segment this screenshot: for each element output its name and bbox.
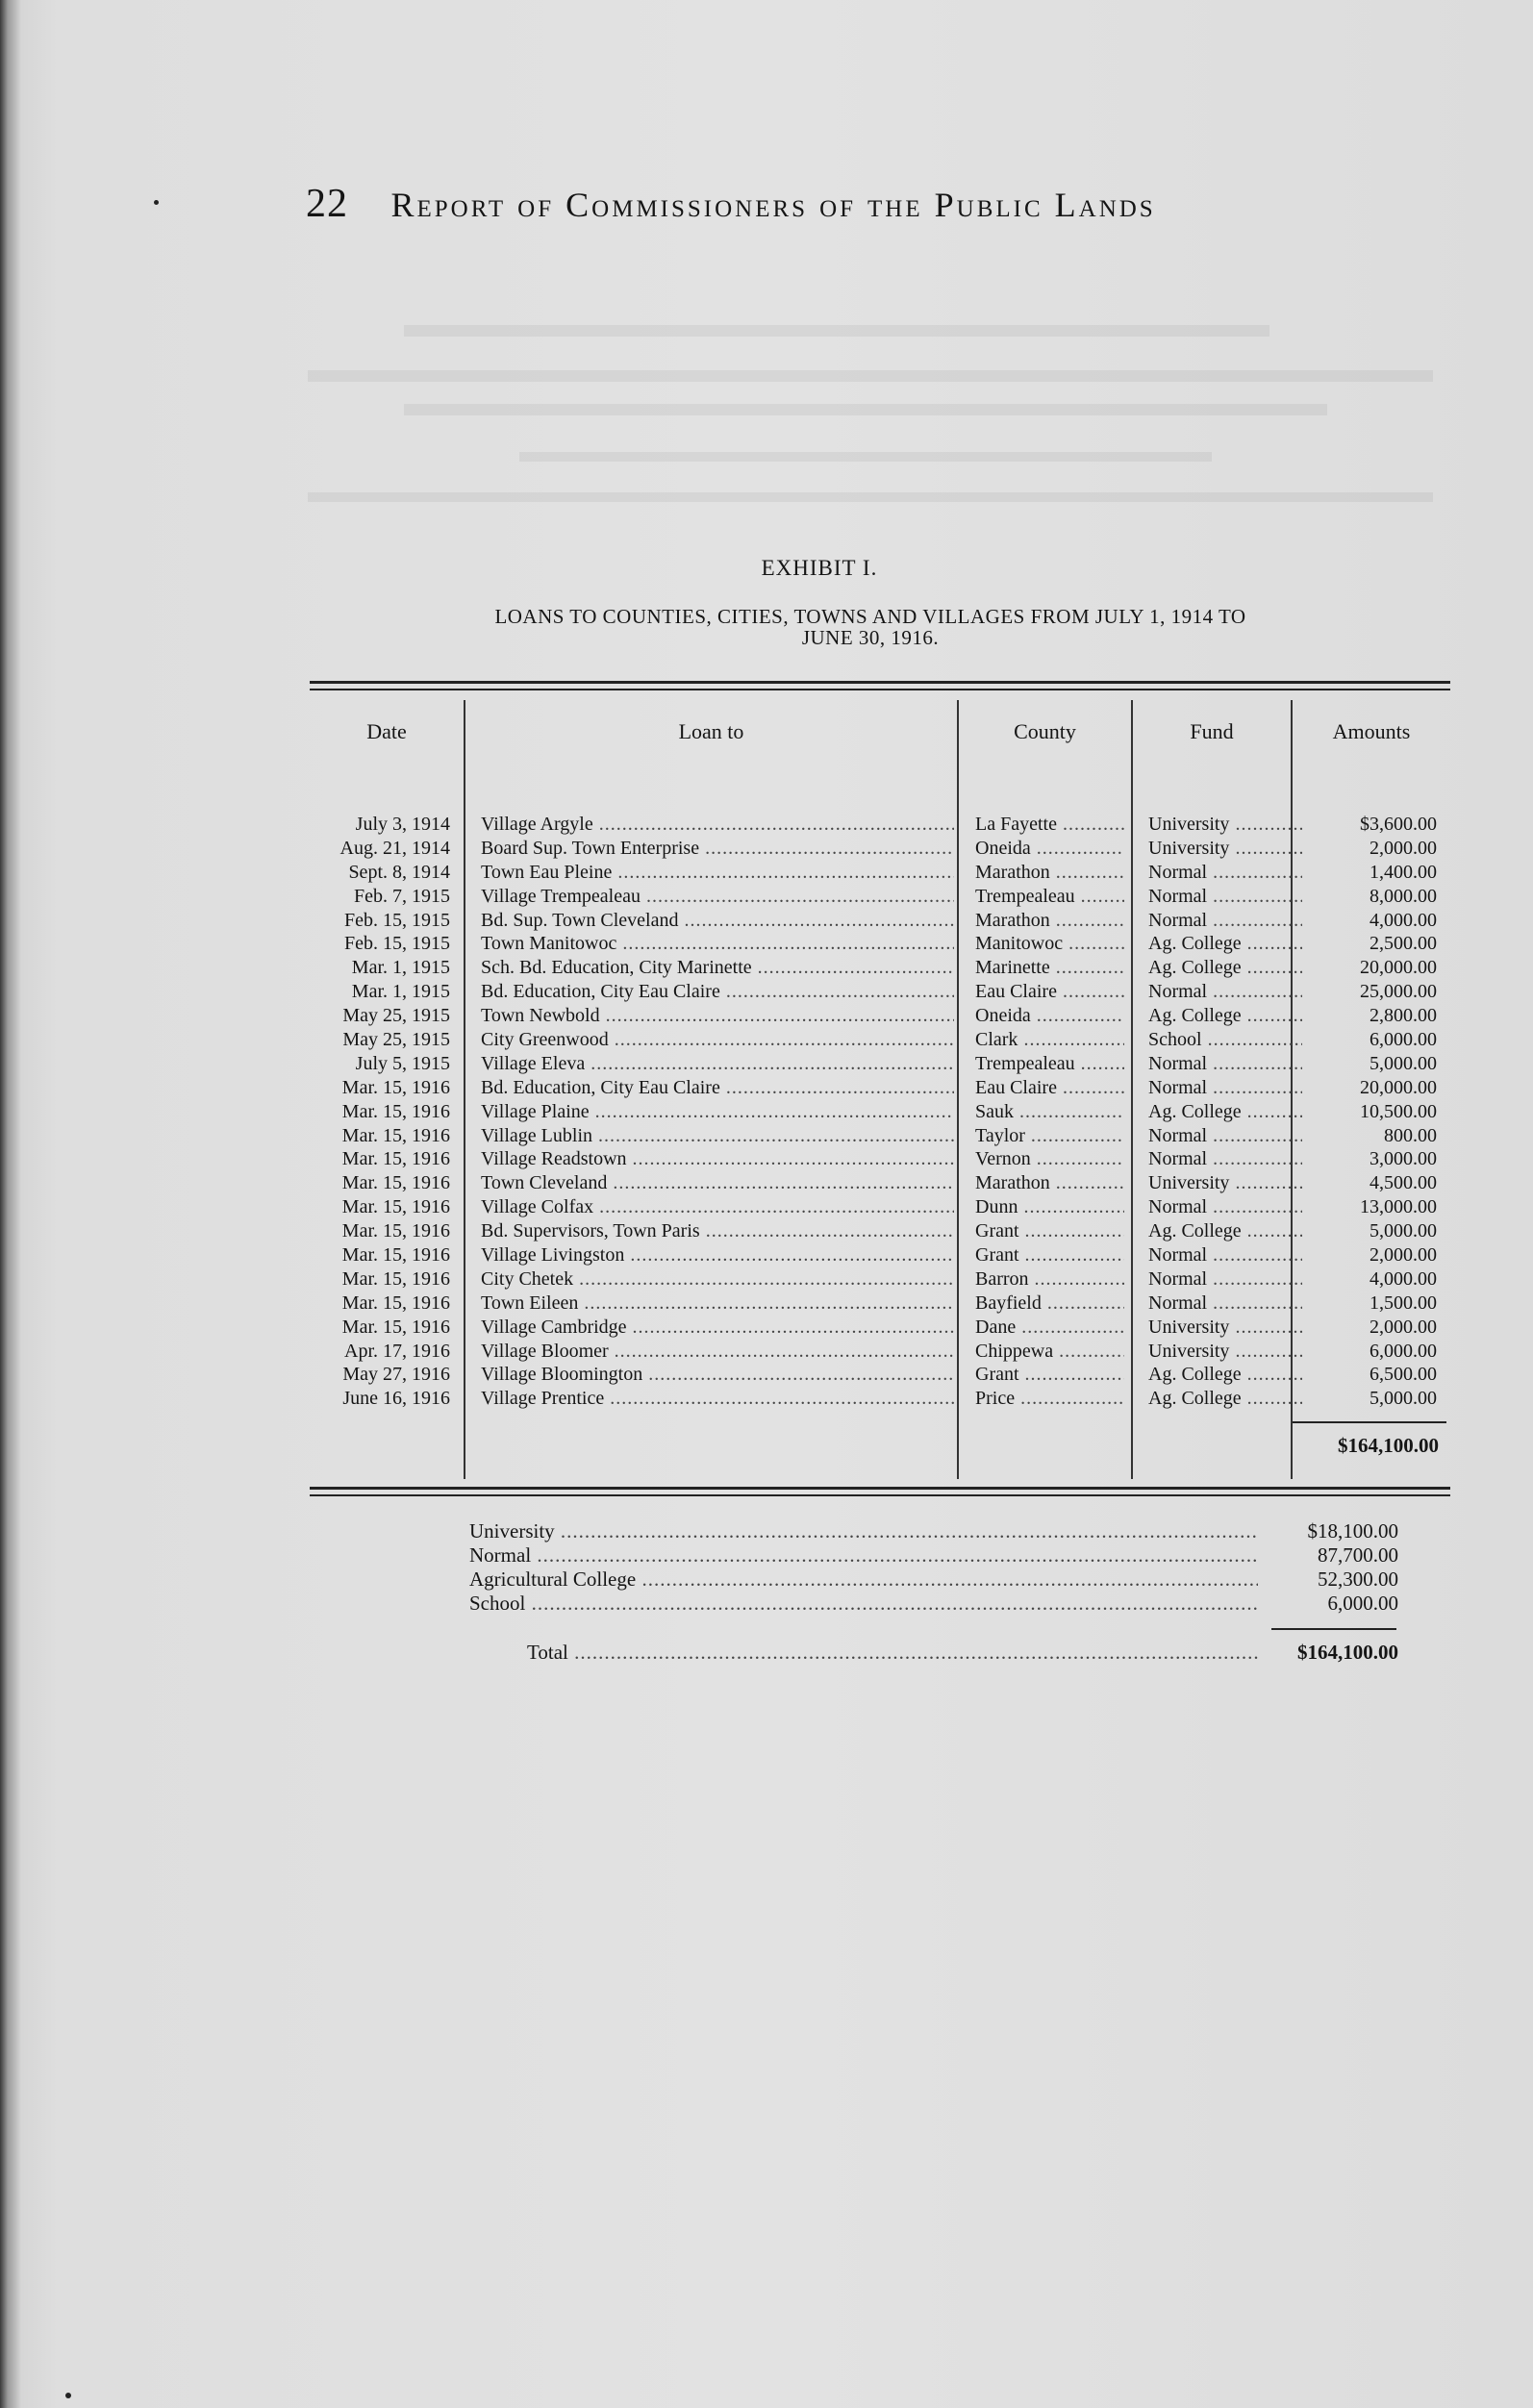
fund-cell: Normal ..... (1148, 981, 1302, 1003)
exhibit-label: EXHIBIT I. (761, 556, 878, 580)
date-cell: May 27, 1916 (342, 1364, 450, 1386)
county-cell: Vernon ..... (975, 1148, 1124, 1170)
county-cell: Chippewa ..... (975, 1341, 1124, 1363)
date-cell: Mar. 15, 1916 (341, 1172, 450, 1194)
loan-to-cell: Village Trempealeau ..... (481, 886, 954, 908)
amount-cell: 5,000.00 (1370, 1220, 1437, 1242)
table-row (306, 1148, 1450, 1172)
table-row (306, 1292, 1450, 1317)
county-cell: Manitowoc ..... (975, 933, 1124, 955)
county-cell: Taylor ..... (975, 1125, 1124, 1147)
table-row (306, 1125, 1450, 1149)
fund-cell: Normal ..... (1148, 1053, 1302, 1075)
table-row (306, 957, 1450, 981)
loan-to-cell: Town Cleveland ..... (481, 1172, 954, 1194)
date-cell: Mar. 15, 1916 (341, 1316, 450, 1338)
date-cell: Mar. 1, 1915 (351, 957, 450, 979)
date-cell: May 25, 1915 (342, 1029, 450, 1051)
date-cell: Mar. 15, 1916 (341, 1076, 450, 1098)
fund-cell: Normal ..... (1148, 1268, 1302, 1291)
date-cell: Feb. 7, 1915 (354, 885, 450, 907)
table-row (306, 1196, 1450, 1220)
fund-cell: Normal ..... (1148, 886, 1302, 908)
summary-total-label: Total ..... (527, 1641, 1258, 1665)
date-cell: Apr. 17, 1916 (344, 1340, 450, 1362)
total-rule (1293, 1421, 1446, 1423)
table-row (306, 1077, 1450, 1101)
table-row (306, 1341, 1450, 1365)
summary-label: School ..... (469, 1592, 1258, 1616)
amount-cell: 1,500.00 (1370, 1292, 1437, 1314)
amount-cell: 4,500.00 (1370, 1172, 1437, 1194)
county-cell: Trempealeau ..... (975, 886, 1124, 908)
date-cell: Mar. 15, 1916 (341, 1267, 450, 1290)
loan-to-cell: Village Prentice ..... (481, 1388, 954, 1410)
county-cell: Oneida ..... (975, 1005, 1124, 1027)
loan-to-cell: Village Eleva ..... (481, 1053, 954, 1075)
date-cell: Mar. 15, 1916 (341, 1100, 450, 1122)
fund-cell: University ..... (1148, 814, 1302, 836)
table-row (306, 1388, 1450, 1412)
county-cell: Eau Claire ..... (975, 1077, 1124, 1099)
table-top-rule-2 (310, 689, 1450, 690)
date-cell: July 3, 1914 (355, 814, 450, 835)
date-cell: Mar. 15, 1916 (341, 1148, 450, 1170)
loan-to-cell: Bd. Sup. Town Cleveland ..... (481, 910, 954, 932)
column-header-date: Date (366, 719, 407, 743)
loan-to-cell: Bd. Education, City Eau Claire ..... (481, 1077, 954, 1099)
loan-to-cell: Village Plaine ..... (481, 1101, 954, 1123)
loan-to-cell: City Greenwood ..... (481, 1029, 954, 1051)
county-cell: Marathon ..... (975, 910, 1124, 932)
amount-cell: 1,400.00 (1370, 861, 1437, 883)
amount-cell: 20,000.00 (1360, 1076, 1437, 1098)
county-cell: Eau Claire ..... (975, 981, 1124, 1003)
fund-cell: Normal ..... (1148, 1292, 1302, 1315)
summary-row (469, 1568, 1398, 1592)
fund-cell: Normal ..... (1148, 1077, 1302, 1099)
fund-cell: University ..... (1148, 1172, 1302, 1194)
print-speck (154, 200, 159, 205)
table-bottom-rule (310, 1487, 1450, 1490)
date-cell: Mar. 15, 1916 (341, 1244, 450, 1267)
county-cell: Marathon ..... (975, 1172, 1124, 1194)
amount-cell: 5,000.00 (1370, 1052, 1437, 1074)
date-cell: June 16, 1916 (342, 1388, 450, 1410)
county-cell: Clark ..... (975, 1029, 1124, 1051)
table-row (306, 933, 1450, 957)
date-cell: July 5, 1915 (355, 1052, 450, 1074)
county-cell: Price ..... (975, 1388, 1124, 1410)
table-row (306, 1220, 1450, 1244)
table-bottom-rule-2 (310, 1494, 1450, 1496)
loan-to-cell: Town Newbold ..... (481, 1005, 954, 1027)
fund-cell: Normal ..... (1148, 1148, 1302, 1170)
county-cell: Oneida ..... (975, 838, 1124, 860)
table-row (306, 1101, 1450, 1125)
page-header (306, 181, 1156, 227)
amount-cell: 2,000.00 (1370, 837, 1437, 859)
loan-table-body (306, 814, 1450, 1412)
amount-cell: 25,000.00 (1360, 981, 1437, 1003)
column-header-loan-to: Loan to (678, 719, 744, 743)
fund-cell: Ag. College ..... (1148, 957, 1302, 979)
fund-cell: Ag. College ..... (1148, 1220, 1302, 1242)
table-row (306, 1364, 1450, 1388)
county-cell: Grant ..... (975, 1220, 1124, 1242)
amount-cell: 6,000.00 (1370, 1340, 1437, 1362)
county-cell: Marathon ..... (975, 862, 1124, 884)
exhibit-subtitle (289, 606, 1452, 648)
subtitle-line-1: LOANS TO COUNTIES, CITIES, TOWNS AND VILLAGES FROM JULY 1, 1914 TO (494, 605, 1246, 628)
amount-cell: 4,000.00 (1370, 1267, 1437, 1290)
summary-value: 6,000.00 (1327, 1592, 1398, 1615)
page-number: 22 (306, 182, 348, 226)
bleed-through (308, 492, 1433, 502)
date-cell: Mar. 15, 1916 (341, 1220, 450, 1242)
county-cell: Grant ..... (975, 1364, 1124, 1386)
loan-to-cell: City Chetek ..... (481, 1268, 954, 1291)
loan-to-cell: Village Livingston ..... (481, 1244, 954, 1267)
table-row (306, 886, 1450, 910)
fund-cell: Normal ..... (1148, 1125, 1302, 1147)
subtitle-line-2: JUNE 30, 1916. (801, 626, 940, 649)
table-row (306, 1053, 1450, 1077)
amount-cell: 13,000.00 (1360, 1196, 1437, 1218)
table-row (306, 981, 1450, 1005)
fund-cell: University ..... (1148, 838, 1302, 860)
table-row (306, 1317, 1450, 1341)
bleed-through (308, 370, 1433, 382)
date-cell: Aug. 21, 1914 (339, 837, 450, 859)
bleed-through (404, 325, 1269, 337)
bleed-through (404, 404, 1327, 415)
table-total: $164,100.00 (1338, 1434, 1439, 1457)
date-cell: Mar. 15, 1916 (341, 1292, 450, 1314)
table-top-rule (310, 681, 1450, 684)
loan-to-cell: Village Cambridge ..... (481, 1317, 954, 1339)
fund-cell: Ag. College ..... (1148, 1005, 1302, 1027)
column-header-amounts: Amounts (1332, 719, 1411, 743)
county-cell: Grant ..... (975, 1244, 1124, 1267)
county-cell: Dunn ..... (975, 1196, 1124, 1218)
table-row (306, 1029, 1450, 1053)
loan-to-cell: Village Lublin ..... (481, 1125, 954, 1147)
amount-cell: 6,000.00 (1370, 1029, 1437, 1051)
amount-cell: 5,000.00 (1370, 1388, 1437, 1410)
loan-to-cell: Town Eau Pleine ..... (481, 862, 954, 884)
amount-cell: 2,000.00 (1370, 1244, 1437, 1267)
fund-cell: Normal ..... (1148, 862, 1302, 884)
table-row (306, 1172, 1450, 1196)
loan-to-cell: Board Sup. Town Enterprise ..... (481, 838, 954, 860)
fund-cell: University ..... (1148, 1341, 1302, 1363)
loan-to-cell: Village Bloomer ..... (481, 1341, 954, 1363)
amount-cell: 20,000.00 (1360, 957, 1437, 979)
summary-value: 87,700.00 (1318, 1543, 1398, 1567)
summary-rule (1271, 1628, 1396, 1630)
fund-cell: Ag. College ..... (1148, 1101, 1302, 1123)
loan-to-cell: Village Colfax ..... (481, 1196, 954, 1218)
fund-cell: Ag. College ..... (1148, 933, 1302, 955)
summary-label: Agricultural College ..... (469, 1568, 1258, 1592)
date-cell: Sept. 8, 1914 (348, 861, 450, 883)
date-cell: Mar. 1, 1915 (351, 981, 450, 1003)
date-cell: Mar. 15, 1916 (341, 1124, 450, 1146)
loan-to-cell: Village Readstown ..... (481, 1148, 954, 1170)
fund-cell: Ag. College ..... (1148, 1364, 1302, 1386)
amount-cell: 800.00 (1384, 1124, 1437, 1146)
fund-cell: University ..... (1148, 1317, 1302, 1339)
table-row (306, 910, 1450, 934)
amount-cell: 8,000.00 (1370, 885, 1437, 907)
amount-cell: 2,500.00 (1370, 933, 1437, 955)
fund-cell: Normal ..... (1148, 1196, 1302, 1218)
bleed-through (519, 452, 1212, 462)
amount-cell: 6,500.00 (1370, 1364, 1437, 1386)
summary-label: Normal ..... (469, 1543, 1258, 1568)
amount-cell: 2,800.00 (1370, 1005, 1437, 1027)
county-cell: Trempealeau ..... (975, 1053, 1124, 1075)
column-header-fund: Fund (1190, 719, 1234, 743)
amount-cell: 3,000.00 (1370, 1148, 1437, 1170)
county-cell: Sauk ..... (975, 1101, 1124, 1123)
summary-row (469, 1519, 1398, 1543)
date-cell: Feb. 15, 1915 (344, 909, 450, 931)
page-title: Report of Commissioners of the Public Lands (390, 186, 1156, 224)
date-cell: Mar. 15, 1916 (341, 1196, 450, 1218)
summary-total-value: $164,100.00 (1297, 1641, 1398, 1664)
date-cell: Feb. 15, 1915 (344, 933, 450, 955)
county-cell: La Fayette ..... (975, 814, 1124, 836)
summary-row (469, 1543, 1398, 1568)
column-header-county: County (1014, 719, 1076, 743)
loan-to-cell: Town Manitowoc ..... (481, 933, 954, 955)
date-cell: May 25, 1915 (342, 1005, 450, 1027)
print-speck (65, 2393, 71, 2398)
table-row (306, 814, 1450, 838)
loan-to-cell: Town Eileen ..... (481, 1292, 954, 1315)
amount-cell: 4,000.00 (1370, 909, 1437, 931)
fund-cell: Ag. College ..... (1148, 1388, 1302, 1410)
county-cell: Dane ..... (975, 1317, 1124, 1339)
loan-to-cell: Bd. Supervisors, Town Paris ..... (481, 1220, 954, 1242)
fund-cell: Normal ..... (1148, 1244, 1302, 1267)
summary-label: University ..... (469, 1519, 1258, 1543)
fund-cell: Normal ..... (1148, 910, 1302, 932)
table-row (306, 1268, 1450, 1292)
table-row (306, 862, 1450, 886)
summary-row (469, 1592, 1398, 1616)
table-row (306, 1005, 1450, 1029)
county-cell: Barron ..... (975, 1268, 1124, 1291)
summary-value: $18,100.00 (1307, 1519, 1398, 1543)
amount-cell: 10,500.00 (1360, 1100, 1437, 1122)
loan-to-cell: Village Bloomington ..... (481, 1364, 954, 1386)
amount-cell: $3,600.00 (1360, 814, 1437, 835)
county-cell: Marinette ..... (975, 957, 1124, 979)
loan-to-cell: Sch. Bd. Education, City Marinette ..... (481, 957, 954, 979)
fund-summary (469, 1519, 1398, 1616)
loan-to-cell: Village Argyle ..... (481, 814, 954, 836)
fund-cell: School ..... (1148, 1029, 1302, 1051)
loan-to-cell: Bd. Education, City Eau Claire ..... (481, 981, 954, 1003)
amount-cell: 2,000.00 (1370, 1316, 1437, 1338)
summary-value: 52,300.00 (1318, 1568, 1398, 1591)
table-row (306, 838, 1450, 862)
table-row (306, 1244, 1450, 1268)
county-cell: Bayfield ..... (975, 1292, 1124, 1315)
